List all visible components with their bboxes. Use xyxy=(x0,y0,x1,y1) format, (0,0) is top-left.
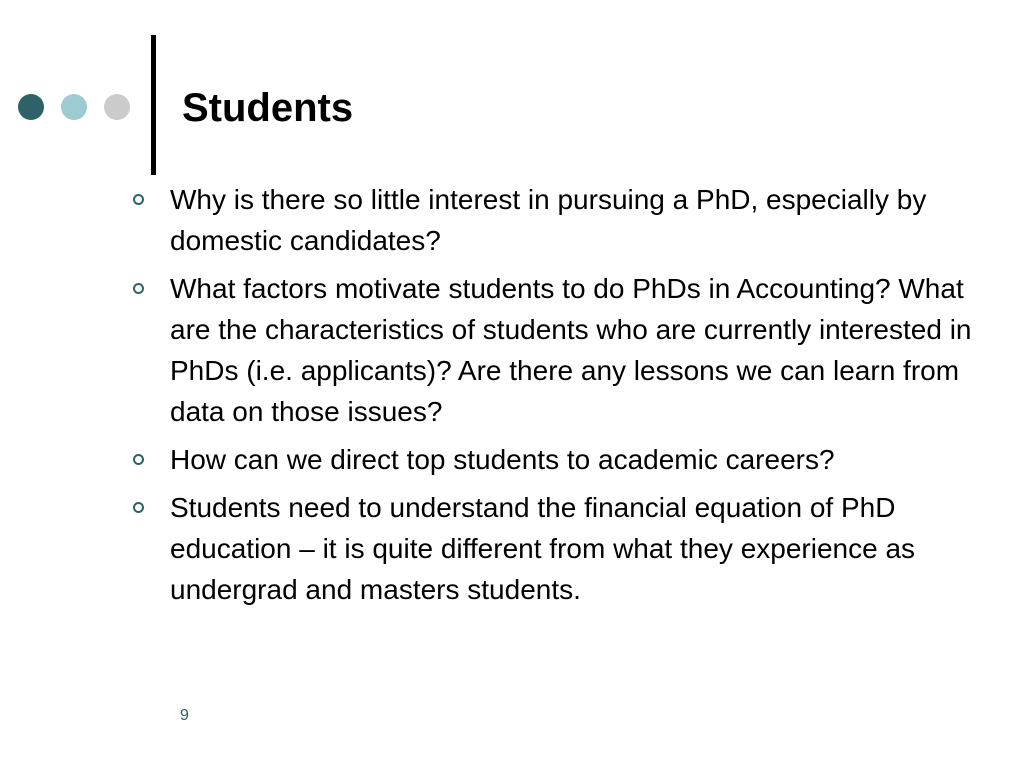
title-divider xyxy=(151,35,156,175)
bullet-list xyxy=(131,179,1011,617)
bullet-text: Students need to understand the financial equation of PhD education – it is quite different from what they experience as undergrad and masters students. xyxy=(170,492,916,605)
bullet-ring-icon xyxy=(133,283,144,294)
decorative-dot-dark xyxy=(18,94,44,120)
bullet-item xyxy=(131,487,1011,610)
bullet-item xyxy=(131,268,1011,432)
slide-title: Students xyxy=(182,86,354,130)
bullet-text: How can we direct top students to academic careers? xyxy=(170,444,835,475)
bullet-item xyxy=(131,439,1011,480)
bullet-ring-icon xyxy=(133,194,144,205)
bullet-ring-icon xyxy=(133,454,144,465)
bullet-ring-icon xyxy=(133,502,144,513)
decorative-dot-light xyxy=(61,94,87,120)
bullet-text: What factors motivate students to do PhDs in Accounting? What are the characteristics of students who are currently interested in PhDs (i.e. applicants)? Are there any lessons we can learn from data on those issues? xyxy=(170,273,972,427)
bullet-item xyxy=(131,179,1011,261)
decorative-dot-gray xyxy=(104,94,130,120)
bullet-text: Why is there so little interest in pursuing a PhD, especially by domestic candidates? xyxy=(170,184,927,256)
page-number: 9 xyxy=(180,707,189,724)
